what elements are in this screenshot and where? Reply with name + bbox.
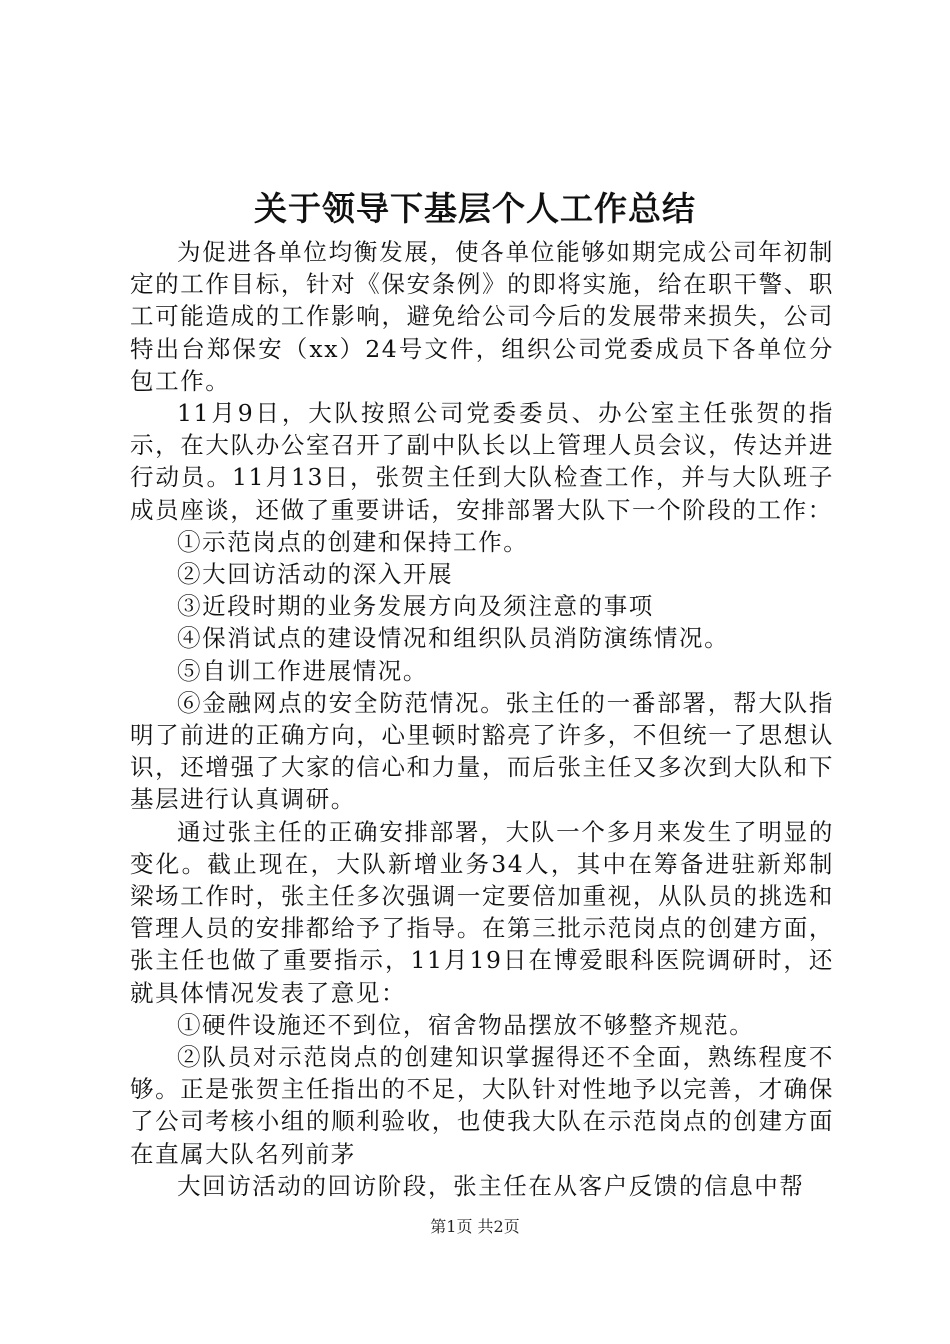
list-item: ④保消试点的建设情况和组织队员消防演练情况。 bbox=[177, 624, 730, 653]
list-item: ②队员对示范岗点的创建知识掌握得还不全面，熟练程度不够。正是张贺主任指出的不足，大队针对性地予以完善，才确保了公司考核小组的顺利验收，也使我大队在示范岗点的创建方面在直属大队名列前茅 bbox=[130, 1043, 834, 1168]
list-item: ③近段时期的业务发展方向及须注意的事项 bbox=[177, 592, 654, 621]
document-title: 关于领导下基层个人工作总结 bbox=[254, 189, 696, 228]
list-item: ②大回访活动的深入开展 bbox=[177, 560, 454, 589]
paragraph: 大回访活动的回访阶段，张主任在从客户反馈的信息中帮 bbox=[177, 1171, 805, 1200]
list-item: ①示范岗点的创建和保持工作。 bbox=[177, 527, 529, 556]
page-footer: 第1页 共2页 bbox=[430, 1217, 520, 1236]
list-item: ⑤自训工作进展情况。 bbox=[177, 656, 428, 685]
paragraph: 通过张主任的正确安排部署，大队一个多月来发生了明显的变化。截止现在，大队新增业务34人，其中在筹备进驻新郑制梁场工作时，张主任多次强调一定要倍加重视，从队员的挑选和管理人员的安排都给予了指导。在第三批示范岗点的创建方面，张主任也做了重要指示，11月19日在博爱眼科医院调研时，还就具体情况发表了意见： bbox=[130, 817, 834, 1007]
document-body bbox=[130, 236, 834, 1202]
list-item: ①硬件设施还不到位，宿舍物品摆放不够整齐规范。 bbox=[177, 1010, 755, 1039]
list-item: ⑥金融网点的安全防范情况。张主任的一番部署，帮大队指明了前进的正确方向，心里顿时豁亮了许多，不但统一了思想认识，还增强了大家的信心和力量，而后张主任又多次到大队和下基层进行认真调研。 bbox=[130, 688, 834, 814]
paragraph: 11月9日，大队按照公司党委委员、办公室主任张贺的指示，在大队办公室召开了副中队长以上管理人员会议，传达并进行动员。11月13日，张贺主任到大队检查工作，并与大队班子成员座谈，还做了重要讲话，安排部署大队下一个阶段的工作： bbox=[130, 399, 834, 524]
paragraph: 为促进各单位均衡发展，使各单位能够如期完成公司年初制定的工作目标，针对《保安条例》的即将实施，给在职干警、职工可能造成的工作影响，避免给公司今后的发展带来损失，公司特出台郑保安（xx）24号文件，组织公司党委成员下各单位分包工作。 bbox=[130, 238, 834, 395]
